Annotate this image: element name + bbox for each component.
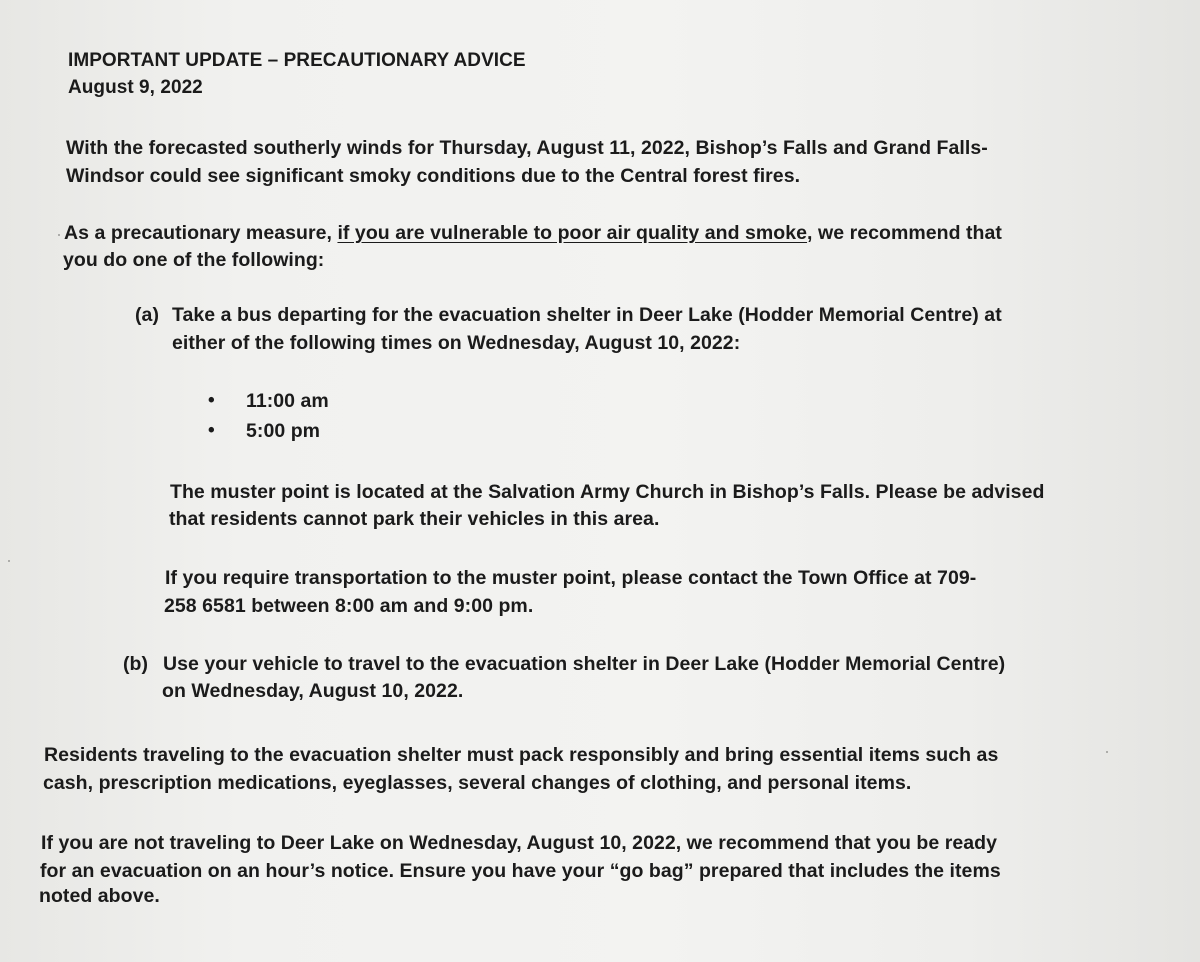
option-b-line-2: on Wednesday, August 10, 2022. <box>162 680 464 702</box>
paragraph-3-line-1: Residents traveling to the evacuation shelter must pack responsibly and bring essential items such as <box>44 744 999 766</box>
paragraph-1-line-2: Windsor could see significant smoky conditions due to the Central forest fires. <box>66 165 801 187</box>
bullet-dot-2: • <box>208 420 215 441</box>
paragraph-4-line-1: If you are not traveling to Deer Lake on Wednesday, August 10, 2022, we recommend that you be ready <box>41 832 998 854</box>
paragraph-2-intro: As a precautionary measure, <box>64 222 338 244</box>
vulnerable-clause: if you are vulnerable to poor air quality and smoke <box>337 222 808 244</box>
transport-line-2: 258 6581 between 8:00 am and 9:00 pm. <box>164 595 534 617</box>
heading: IMPORTANT UPDATE – PRECAUTIONARY ADVICE <box>68 50 526 71</box>
paragraph-4-line-2: for an evacuation on an hour’s notice. Ensure you have your “go bag” prepared that includes the items <box>40 860 1001 882</box>
option-a-line-1: Take a bus departing for the evacuation shelter in Deer Lake (Hodder Memorial Centre) at <box>172 304 1002 326</box>
option-b-label: (b) <box>123 653 149 675</box>
paragraph-2-line-1 <box>64 219 1002 247</box>
paper-speck <box>8 560 10 562</box>
paper-speck <box>1106 751 1108 753</box>
bullet-dot-1: • <box>208 390 215 411</box>
paper-speck <box>58 234 60 236</box>
paragraph-2-recommend: , we recommend that <box>807 222 1002 244</box>
transport-line-1: If you require transportation to the muster point, please contact the Town Office at 709- <box>165 567 977 589</box>
option-a-label: (a) <box>135 304 159 326</box>
option-b-line-1: Use your vehicle to travel to the evacuation shelter in Deer Lake (Hodder Memorial Centre) <box>163 653 1006 675</box>
muster-line-1: The muster point is located at the Salvation Army Church in Bishop’s Falls. Please be advised <box>170 481 1045 503</box>
paragraph-4-line-3: noted above. <box>39 885 160 907</box>
paragraph-3-line-2: cash, prescription medications, eyeglasses, several changes of clothing, and personal items. <box>43 772 912 794</box>
departure-time-2: 5:00 pm <box>246 420 321 442</box>
muster-line-2: that residents cannot park their vehicles in this area. <box>169 508 660 530</box>
date: August 9, 2022 <box>68 77 203 98</box>
option-a-line-2: either of the following times on Wednesday, August 10, 2022: <box>172 332 741 354</box>
paragraph-2-line-2: you do one of the following: <box>63 249 325 271</box>
departure-time-1: 11:00 am <box>246 390 329 412</box>
paragraph-1-line-1: With the forecasted southerly winds for Thursday, August 11, 2022, Bishop’s Falls and Grand Falls- <box>66 137 988 159</box>
